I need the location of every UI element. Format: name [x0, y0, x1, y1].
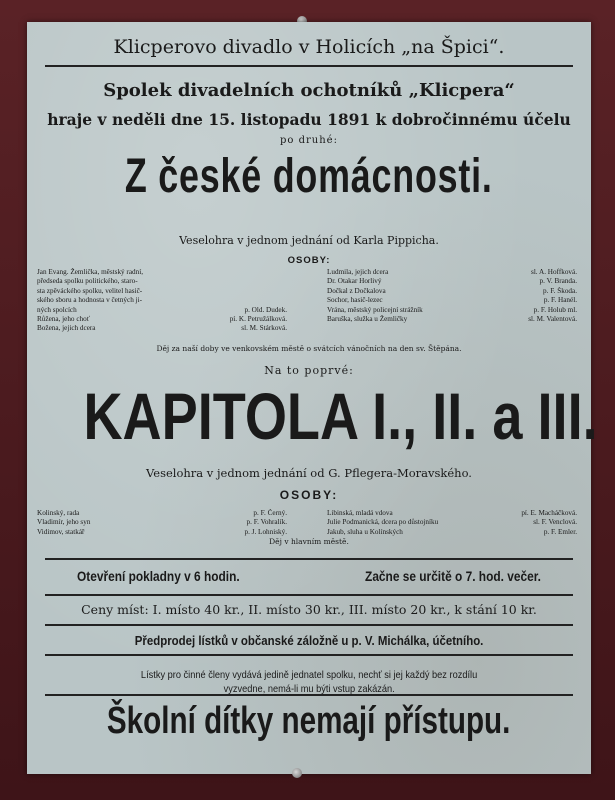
cast-row	[37, 509, 287, 518]
cast-actor: p. F. Černý.	[253, 509, 287, 517]
cast-actor: sl. M. Stárková.	[241, 324, 287, 333]
cast-role: Vrána, městský policejní strážník	[327, 305, 423, 314]
cast-row	[327, 315, 577, 324]
cast-role: ského sboru a hodnosta v četných ji-	[37, 296, 142, 305]
cast-row	[327, 518, 577, 527]
cast-role: Baruška, služka u Žemličky	[327, 315, 408, 324]
ticket-prices: Ceny míst: I. místo 40 kr., II. místo 30 kr., III. místo 20 kr., k stání 10 kr.	[81, 602, 537, 617]
play2-setting: Děj v hlavním městě.	[269, 537, 349, 546]
cast-actor: p. F. Emler.	[543, 527, 577, 536]
society-name: Spolek divadelních ochotníků „Klicpera“	[103, 80, 515, 101]
cast-role: Vladimír, jeho syn	[37, 518, 91, 527]
presale-info: Předprodej lístků v občanské záložně u p. V. Michálka, účetního.	[134, 633, 484, 648]
cast-role: Kolinský, rada	[37, 509, 80, 517]
cast-role: Julie Podmanická, dcera po důstojníku	[327, 518, 439, 527]
members-note-line1: Lístky pro činné členy vydává jedině jednatel spolku, nechť si jej každý bez rozdílu	[140, 669, 478, 681]
cast-row	[37, 518, 287, 527]
second-time-label: po druhé:	[280, 135, 338, 146]
play1-subtitle: Veselohra v jednom jednání od Karla Pippicha.	[179, 234, 439, 247]
cast-actor: p. V. Branda.	[539, 277, 577, 286]
cast-row	[37, 324, 287, 333]
cast-row	[37, 287, 287, 296]
play2-title: KAPITOLA I., II. a III.	[83, 379, 598, 453]
cast-row	[37, 268, 287, 277]
cast-row	[37, 277, 287, 286]
performance-date: hraje v neděli dne 15. listopadu 1891 k dobročinnému účelu	[47, 110, 571, 129]
cast-actor: pí. E. Macháčková.	[521, 509, 577, 517]
cast-role: Vidimov, statkář	[37, 527, 85, 536]
cast-row	[37, 296, 287, 305]
cast-actor: p. Old. Dudek.	[244, 305, 287, 314]
play1-cast-left	[37, 268, 287, 334]
cast-row	[37, 306, 287, 315]
play1-title: Z české domácnosti.	[125, 147, 493, 203]
divider	[45, 624, 573, 626]
pin-icon	[292, 768, 302, 778]
cast-row	[327, 296, 577, 305]
cast-actor: p. F. Škoda.	[543, 286, 577, 295]
cast-role: Sochor, hasič-lezec	[327, 296, 383, 305]
cast-role: ných spolcích	[37, 305, 77, 314]
cast-row	[327, 268, 577, 277]
first-time-label: Na to poprvé:	[264, 364, 354, 377]
cast-actor: pí. K. Petružálková.	[229, 315, 287, 324]
cast-role: předseda spolku politického, staro-	[37, 277, 138, 286]
start-time: Začne se určitě o 7. hod. večer.	[365, 568, 541, 584]
members-note-line2: vyzvedne, nemá-li mu býti vstup zakázán.	[223, 683, 395, 695]
children-notice: Školní dítky nemají přístupu.	[107, 700, 511, 742]
cast-role: Jakub, sluha u Kolínských	[327, 527, 403, 536]
cast-actor: p. F. Holub ml.	[533, 305, 577, 314]
box-office-time: Otevření pokladny v 6 hodin.	[77, 568, 240, 584]
cast-role: Ludmila, jejich dcera	[327, 268, 389, 276]
divider	[45, 694, 573, 696]
divider	[45, 654, 573, 656]
cast-role: Dočkal z Dočkalova	[327, 286, 386, 295]
cast-row	[37, 315, 287, 324]
play2-persons-heading: OSOBY:	[279, 488, 339, 502]
play1-persons-heading: OSOBY:	[287, 255, 331, 266]
poster-sheet	[27, 22, 598, 774]
cast-row	[37, 528, 287, 537]
cast-row	[327, 277, 577, 286]
times-row	[45, 568, 573, 586]
play2-cast-right	[327, 509, 577, 537]
cast-actor: sl. A. Hoffková.	[531, 268, 577, 276]
theatre-name: Klicperovo divadlo v Holicích „na Špici“.	[113, 36, 505, 58]
cast-actor: p. J. Lohniský.	[244, 527, 287, 536]
cast-row	[327, 306, 577, 315]
divider	[45, 594, 573, 596]
cast-role: sta zpěváckého spolku, velitel hasič-	[37, 286, 143, 295]
cast-role: Božena, jejich dcera	[37, 324, 96, 333]
cast-role: Dr. Otakar Horlivý	[327, 277, 382, 286]
play1-cast-right	[327, 268, 577, 324]
divider	[45, 65, 573, 67]
divider	[45, 558, 573, 560]
cast-actor: sl. F. Venclová.	[533, 518, 577, 527]
cast-actor: sl. M. Valentová.	[528, 315, 577, 324]
cast-role: Jan Evang. Žemlička, městský radní,	[37, 268, 143, 276]
cast-row	[327, 287, 577, 296]
cast-row	[327, 509, 577, 518]
play1-setting: Děj za naší doby ve venkovském městě o svátcích vánočních na den sv. Štěpána.	[156, 344, 462, 353]
cast-role: Libinská, mladá vdova	[327, 509, 393, 517]
cast-actor: p. F. Vohralík.	[246, 518, 287, 527]
play2-subtitle: Veselohra v jednom jednání od G. Pflegera-Moravského.	[146, 466, 472, 480]
cast-row	[327, 528, 577, 537]
cast-role: Růžena, jeho choť	[37, 315, 90, 324]
cast-actor: p. F. Hanél.	[543, 296, 577, 305]
play2-cast-left	[37, 509, 287, 537]
